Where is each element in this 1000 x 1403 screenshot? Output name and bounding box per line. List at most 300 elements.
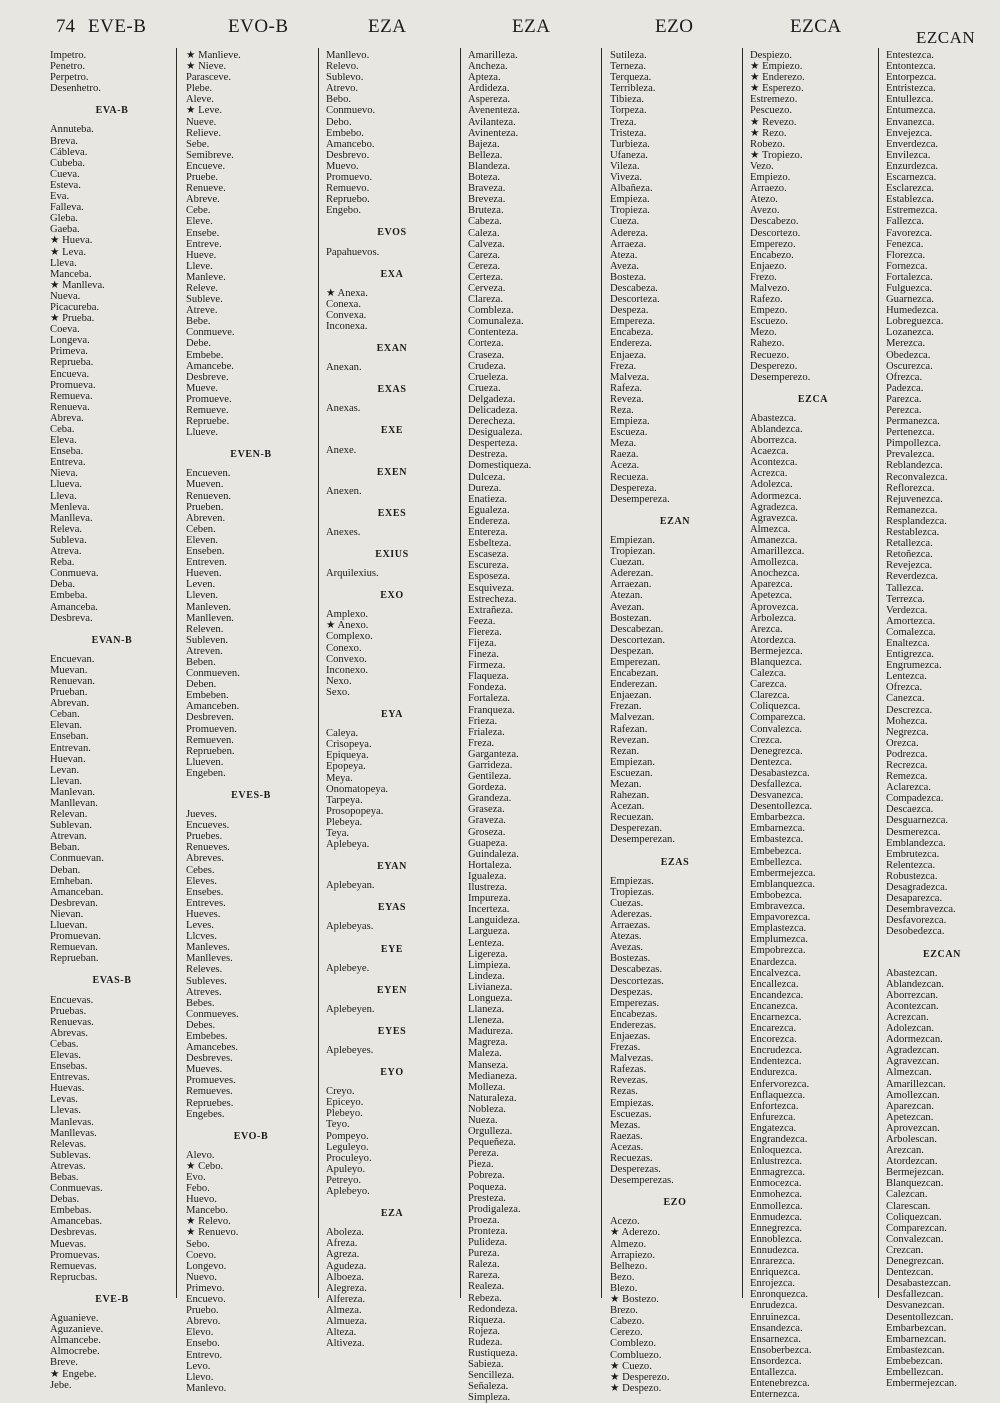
word-entry: Desbreva. — [50, 612, 93, 624]
word-entry: Desbreves. — [186, 1053, 233, 1065]
word-entry: Arraezo. — [750, 183, 787, 195]
word-entry: Combleza. — [468, 305, 514, 317]
word-entry: Agudeza. — [326, 1260, 367, 1272]
word-entry: Huevo. — [186, 1194, 217, 1206]
word-entry: Entrevas. — [50, 1072, 90, 1084]
word-entry: Mancebo. — [186, 1205, 229, 1217]
word-entry: Entereza. — [468, 527, 508, 539]
word-entry: Complexo. — [326, 631, 373, 643]
word-entry: Aplebeyen. — [326, 1003, 375, 1015]
word-entry: Bebes. — [186, 997, 215, 1009]
word-entry: Longevo. — [186, 1260, 227, 1272]
word-entry: Denegrezcan. — [886, 1256, 944, 1268]
word-entry: Cereza. — [468, 260, 501, 272]
word-entry: ★ Nieve. — [186, 61, 227, 73]
word-entry: Alteza. — [326, 1327, 357, 1339]
column-rule — [742, 48, 743, 1298]
word-entry: Enjaezan. — [610, 690, 652, 702]
word-entry: Atezo. — [750, 194, 778, 206]
word-entry: Arquilexius. — [326, 568, 379, 580]
word-entry: Escureza. — [468, 560, 509, 572]
word-entry: Atordezca. — [750, 634, 797, 646]
word-entry: Bosteza. — [610, 271, 647, 283]
word-entry: Plebe. — [186, 83, 213, 95]
word-entry: ★ Cebo. — [186, 1160, 224, 1172]
word-entry: Ennoblezca. — [750, 1233, 803, 1245]
word-entry: Avezan. — [610, 601, 645, 613]
word-entry: Pertenezca. — [886, 427, 935, 439]
word-entry: Emheban. — [50, 875, 93, 887]
word-entry: Meza. — [610, 438, 637, 450]
word-entry: Subleves. — [186, 975, 227, 987]
word-entry: Sabieza. — [468, 1359, 504, 1371]
word-entry: ★ Engebe. — [50, 1368, 97, 1380]
section-heading: EVOS — [377, 227, 407, 239]
word-entry: Desemperezas. — [610, 1175, 674, 1187]
word-entry: Redondeza. — [468, 1303, 518, 1315]
word-entry: Enmohezca. — [750, 1189, 803, 1201]
word-entry: Amollezca. — [750, 557, 799, 569]
word-entry: Conexa. — [326, 298, 362, 310]
word-entry: Enruinezca. — [750, 1311, 801, 1323]
section-heading: EZO — [663, 1197, 687, 1209]
word-entry: Alfereza. — [326, 1293, 366, 1305]
word-entry: Clareza. — [468, 294, 503, 306]
word-entry: Escuezan. — [610, 767, 653, 779]
word-entry: Desempereza. — [610, 493, 670, 505]
word-entry: Dulceza. — [468, 471, 506, 483]
word-entry: ★ Tropiezo. — [750, 149, 803, 161]
word-entry: Recuezas. — [610, 1153, 653, 1164]
word-entry: Humedezca. — [886, 305, 939, 317]
word-entry: Elevo. — [186, 1327, 214, 1339]
word-entry: Releva. — [50, 523, 83, 535]
word-entry: Elevas. — [50, 1049, 81, 1061]
column-rule — [601, 48, 602, 1298]
word-entry: Ancheza. — [468, 61, 508, 73]
word-entry: Enseba. — [50, 446, 84, 458]
word-entry: Renueves. — [186, 842, 230, 854]
word-entry: Certeza. — [468, 271, 503, 283]
word-entry: Tarpeya. — [326, 794, 363, 806]
word-entry: Tristeza. — [610, 127, 647, 139]
word-entry: Bermejezca. — [750, 645, 803, 657]
word-entry: Conmuevo. — [326, 105, 376, 117]
word-entry: Longeva. — [50, 335, 90, 347]
word-entry: Arbolescan. — [886, 1134, 937, 1145]
word-entry: Epopeya. — [326, 761, 366, 773]
column-rule — [318, 48, 319, 1298]
word-entry: Enatieza. — [468, 493, 508, 505]
word-entry: Cuezan. — [610, 557, 645, 569]
word-entry: Ablandezca. — [750, 424, 803, 435]
word-entry: Mueves. — [186, 1064, 223, 1076]
section-heading: EYAN — [377, 861, 407, 873]
word-entry: Corteza. — [468, 338, 504, 350]
word-entry: Cebas. — [50, 1038, 79, 1050]
word-entry: Enfervorezca. — [750, 1078, 810, 1090]
word-entry: Pruebe. — [186, 172, 219, 184]
word-entry: Ensebes. — [186, 886, 224, 898]
word-entry: Remueven. — [186, 734, 234, 746]
word-entry: Entristezca. — [886, 83, 936, 95]
word-entry: Rebeza. — [468, 1292, 502, 1304]
word-entry: Embrutezca. — [886, 848, 940, 860]
word-entry: Riqueza. — [468, 1314, 506, 1326]
word-entry: Levo. — [186, 1360, 211, 1372]
word-entry: Engebes. — [186, 1108, 225, 1120]
word-entry: Envilezca. — [886, 149, 931, 161]
word-entry: Coliquezcan. — [886, 1211, 942, 1223]
word-entry: Manlevo. — [186, 1382, 227, 1394]
section-heading: EYE — [380, 943, 404, 955]
word-entry: Calezca. — [750, 668, 787, 680]
word-entry: Compadezca. — [886, 793, 944, 805]
word-entry: Mezan. — [610, 779, 642, 790]
word-entry: Relevan. — [50, 809, 88, 821]
section-heading: EZCA — [797, 393, 829, 405]
word-entry: Amancebo. — [326, 138, 375, 150]
word-entry: Adormezca. — [750, 490, 802, 502]
word-entry: Endentezca. — [750, 1056, 802, 1068]
word-entry: Desagradezca. — [886, 882, 948, 894]
word-entry: Alboeza. — [326, 1271, 364, 1283]
word-entry: Entumezca. — [886, 105, 936, 117]
word-entry: Promueves. — [186, 1075, 236, 1087]
word-entry: Enmagrezca. — [750, 1167, 805, 1179]
word-entry: Inconexa. — [326, 320, 368, 332]
word-entry: Debe. — [186, 338, 211, 350]
word-entry: Extrañeza. — [468, 604, 513, 616]
word-entry: Amplexo. — [326, 609, 369, 621]
word-entry: Emplastezca. — [750, 923, 807, 935]
word-entry: Encueven. — [186, 468, 231, 480]
word-entry: Almezcan. — [886, 1067, 932, 1079]
word-entry: Conmueves. — [186, 1008, 239, 1020]
word-entry: Atreves. — [186, 986, 222, 998]
word-entry: Prevalezca. — [886, 449, 935, 461]
word-entry: Revezas. — [610, 1075, 648, 1087]
word-entry: Enrudezca. — [750, 1300, 798, 1312]
word-entry: Gleba. — [50, 213, 78, 225]
section-heading: EXES — [377, 507, 407, 519]
word-entry: Escuezo. — [750, 316, 788, 328]
word-entry: Agradezca. — [750, 501, 798, 513]
word-entry: Reprucbas. — [50, 1271, 98, 1283]
word-entry: Jueves. — [186, 809, 217, 821]
word-entry: ★ Anexo. — [326, 620, 369, 632]
word-entry: Lleneza. — [468, 1015, 505, 1027]
word-entry: Robezo. — [750, 138, 786, 150]
word-entry: Desfavorezca. — [886, 915, 947, 927]
word-entry: Entallezca. — [750, 1366, 797, 1378]
word-column-5 — [610, 50, 740, 1394]
section-heading: EXAS — [377, 384, 407, 396]
word-entry: Febo. — [186, 1183, 210, 1195]
word-entry: Ensordezca. — [750, 1355, 802, 1367]
word-entry: Enderezas. — [610, 1019, 657, 1031]
word-entry: Pieza. — [468, 1159, 494, 1171]
word-entry: Encabezo. — [750, 249, 794, 261]
word-entry: Livianeza. — [468, 981, 513, 993]
word-entry: Coliquezca. — [750, 701, 801, 713]
word-entry: Amarilleza. — [468, 50, 518, 61]
word-entry: Renueve. — [186, 183, 226, 195]
word-entry: Encandezca. — [750, 989, 804, 1001]
word-entry: Embeben. — [186, 690, 229, 702]
word-entry: Ensarnezca. — [750, 1333, 801, 1345]
word-entry: Estrecheza. — [468, 593, 517, 605]
word-entry: Prosopopeya. — [326, 805, 384, 817]
word-entry: Blandeza. — [468, 160, 511, 172]
section-heading: EYA — [381, 709, 403, 721]
word-entry: Rafezo. — [750, 294, 783, 306]
word-entry: Grandeza. — [468, 793, 512, 805]
word-entry: Descaezca. — [886, 804, 934, 816]
word-entry: Madureza. — [468, 1026, 513, 1038]
word-entry: Aceza. — [610, 460, 640, 472]
word-entry: Anexan. — [326, 362, 362, 374]
word-entry: Primevo. — [186, 1282, 225, 1294]
word-entry: Abastezcan. — [886, 967, 938, 979]
word-entry: Ensoberbezca. — [750, 1344, 812, 1356]
word-entry: Emperezo. — [750, 238, 796, 250]
word-entry: Entreva. — [50, 457, 86, 469]
word-entry: Retallezca. — [886, 538, 933, 550]
word-entry: Blanquezca. — [750, 656, 803, 668]
word-entry: Entreves. — [186, 897, 226, 909]
word-entry: Sublevan. — [50, 820, 93, 832]
word-entry: Ufaneza. — [610, 149, 648, 161]
word-entry: Descortezo. — [750, 227, 801, 239]
word-entry: ★ Renuevo. — [186, 1227, 239, 1239]
word-entry: Aborrezca. — [750, 435, 797, 447]
word-entry: Reverdezca. — [886, 571, 939, 583]
word-entry: Enjaezo. — [750, 260, 787, 272]
word-entry: Convalezcan. — [886, 1233, 944, 1245]
word-entry: Delgadeza. — [468, 393, 516, 405]
word-entry: Papahuevos. — [326, 246, 380, 258]
word-entry: Favorezca. — [886, 227, 933, 239]
word-entry: Amarillezca. — [750, 546, 805, 558]
word-entry: Empiezas. — [610, 875, 654, 887]
word-entry: Encuevo. — [186, 1294, 226, 1306]
word-entry: Señaleza. — [468, 1381, 509, 1393]
word-entry: Terrezca. — [886, 593, 925, 605]
word-entry: Crueleza. — [468, 371, 509, 383]
word-entry: Breve. — [50, 1357, 78, 1369]
word-entry: Ofrezca. — [886, 682, 923, 694]
column-rule — [176, 48, 177, 1298]
word-entry: Pobreza. — [468, 1170, 505, 1182]
word-entry: Pruebo. — [186, 1305, 219, 1317]
word-entry: Torpeza. — [610, 105, 647, 117]
word-entry: Emblanquezca. — [750, 878, 816, 890]
word-entry: Desvanezca. — [750, 790, 804, 802]
word-entry: Restablezca. — [886, 527, 940, 539]
word-entry: Raleza. — [468, 1259, 500, 1271]
word-entry: Manlleva. — [50, 512, 93, 524]
word-entry: Embellezca. — [750, 856, 803, 868]
word-entry: Renuevan. — [50, 675, 96, 687]
word-entry: Medianeza. — [468, 1070, 518, 1082]
word-entry: Deban. — [50, 864, 81, 876]
word-entry: Lindeza. — [468, 970, 505, 982]
word-entry: Aderezas. — [610, 908, 653, 920]
section-heading: EVAN-B — [91, 634, 133, 646]
section-heading: EVO-B — [233, 1130, 269, 1142]
word-entry: Entrevan. — [50, 742, 91, 754]
word-entry: Fallezca. — [886, 216, 924, 228]
word-entry: Firmeza. — [468, 660, 506, 672]
word-entry: Arezcan. — [886, 1145, 924, 1157]
word-entry: Leguleyo. — [326, 1141, 369, 1153]
word-entry: Nobleza. — [468, 1103, 506, 1115]
section-heading: EZAN — [659, 515, 691, 527]
word-entry: Escuezas. — [610, 1108, 652, 1120]
word-entry: Orezca. — [886, 737, 919, 749]
word-entry: Despezas. — [610, 986, 653, 998]
word-entry: Fondeza. — [468, 682, 507, 694]
word-entry: Caleza. — [468, 227, 500, 239]
word-entry: Amanceban. — [50, 886, 104, 898]
word-entry: Engatezca. — [750, 1122, 797, 1134]
word-entry: ★ Anexa. — [326, 287, 368, 299]
word-entry: Plebeya. — [326, 816, 363, 828]
word-entry: Aplebeyes. — [326, 1045, 374, 1056]
word-entry: Relieve. — [186, 127, 222, 139]
word-entry: Acontezca. — [750, 457, 798, 469]
word-entry: Enjaeza. — [610, 349, 647, 361]
word-entry: Braveza. — [468, 183, 506, 195]
word-entry: Llevas. — [50, 1105, 81, 1117]
word-entry: Alevo. — [186, 1149, 215, 1161]
word-entry: Embebe. — [186, 349, 224, 361]
word-entry: Desbrevan. — [50, 897, 98, 909]
word-entry: Muevas. — [50, 1238, 87, 1250]
word-entry: Pescuezo. — [750, 105, 793, 117]
word-entry: Anexes. — [326, 526, 361, 538]
word-entry: Atreven. — [186, 645, 223, 657]
word-entry: Desigualeza. — [468, 427, 523, 439]
word-entry: Entestezca. — [886, 50, 934, 61]
word-entry: Amortezca. — [886, 615, 936, 627]
word-entry: Terneza. — [610, 61, 647, 73]
word-entry: Bebas. — [50, 1172, 79, 1183]
word-entry: Resplandezca. — [886, 515, 947, 527]
word-entry: Convexo. — [326, 653, 367, 665]
word-entry: Desmerezca. — [886, 826, 941, 838]
word-entry: Desfallezca. — [750, 779, 803, 790]
word-entry: Elevan. — [50, 720, 83, 732]
word-entry: Calveza. — [468, 238, 505, 250]
word-entry: Pulideza. — [468, 1237, 508, 1249]
word-entry: Cerveza. — [468, 282, 506, 294]
word-entry: ★ Leve. — [186, 105, 222, 117]
word-entry: Rahezo. — [750, 338, 785, 350]
word-entry: Remueva. — [50, 390, 93, 402]
word-entry: Crezcan. — [886, 1244, 924, 1256]
section-heading: EYES — [377, 1025, 407, 1037]
word-entry: Reveza. — [610, 393, 644, 405]
word-entry: Deben. — [186, 679, 217, 691]
word-entry: Dentezca. — [750, 756, 793, 768]
word-entry: Levan. — [50, 764, 80, 776]
word-entry: Frieza. — [468, 715, 498, 727]
word-entry: Apetezcan. — [886, 1111, 934, 1123]
word-entry: Ensebas. — [50, 1061, 88, 1073]
word-entry: Manllevo. — [326, 50, 370, 61]
section-heading: EYEN — [376, 984, 408, 996]
word-entry: Entenebrezca. — [750, 1378, 810, 1390]
word-entry: Ceban. — [50, 709, 80, 721]
word-entry: Albañeza. — [610, 183, 653, 195]
word-entry: Largueza. — [468, 926, 510, 938]
word-entry: Bostezas. — [610, 953, 651, 965]
word-entry: Remanezca. — [886, 504, 938, 516]
word-entry: Promuevo. — [326, 172, 373, 184]
word-entry: Manleven. — [186, 601, 232, 613]
word-entry: Adormezcan. — [886, 1034, 943, 1046]
word-entry: Encueves. — [186, 820, 230, 832]
word-entry: Verdezca. — [886, 604, 928, 616]
word-entry: Obedezca. — [886, 349, 931, 361]
word-entry: Embebezcan. — [886, 1355, 943, 1367]
word-entry: Perezca. — [886, 405, 922, 416]
word-entry: Cuezas. — [610, 897, 644, 909]
word-entry: Aplebeya. — [326, 839, 370, 851]
word-entry: ★ Bostezo. — [610, 1294, 659, 1306]
word-entry: Mezas. — [610, 1119, 641, 1131]
word-entry: Abrevan. — [50, 698, 90, 710]
word-entry: Ensandezca. — [750, 1322, 803, 1334]
word-entry: Ceba. — [50, 424, 75, 435]
word-entry: Enseben. — [186, 546, 225, 558]
word-entry: Ceben. — [186, 523, 216, 535]
word-entry: Ligereza. — [468, 948, 508, 960]
word-entry: Menleva. — [50, 501, 90, 513]
word-entry: Estremezo. — [750, 94, 798, 106]
word-entry: Fortaleza. — [468, 693, 511, 705]
word-entry: Negrezca. — [886, 726, 929, 738]
word-entry: Frezas. — [610, 1042, 641, 1054]
word-entry: Denegrezca. — [750, 745, 803, 757]
word-entry: Robustezca. — [886, 870, 938, 882]
word-entry: Acezan. — [610, 801, 645, 813]
word-entry: Manlleven. — [186, 612, 234, 624]
word-entry: Engrumezca. — [886, 660, 942, 672]
word-entry: Huevan. — [50, 753, 86, 765]
word-entry: Repruebes. — [186, 1097, 234, 1109]
word-entry: Despezan. — [610, 645, 654, 657]
word-entry: Empezo. — [750, 305, 788, 317]
word-entry: Fornezca. — [886, 260, 928, 272]
word-entry: Desabastezca. — [750, 767, 810, 779]
word-entry: Renueven. — [186, 490, 232, 502]
word-entry: ★ Manlleva. — [50, 279, 105, 291]
word-entry: Ilustreza. — [468, 882, 508, 894]
word-entry: Prueban. — [50, 687, 88, 699]
word-entry: Empavorezca. — [750, 912, 811, 924]
word-entry: Atezas. — [610, 931, 642, 943]
word-entry: Treza. — [610, 116, 637, 128]
word-entry: ★ Prueba. — [50, 313, 95, 325]
header-col-3: EZA — [368, 16, 407, 37]
word-entry: Raezas. — [610, 1130, 643, 1142]
word-entry: Penetro. — [50, 61, 86, 73]
section-heading: EZAS — [660, 856, 690, 868]
word-entry: Relevo. — [326, 61, 359, 73]
